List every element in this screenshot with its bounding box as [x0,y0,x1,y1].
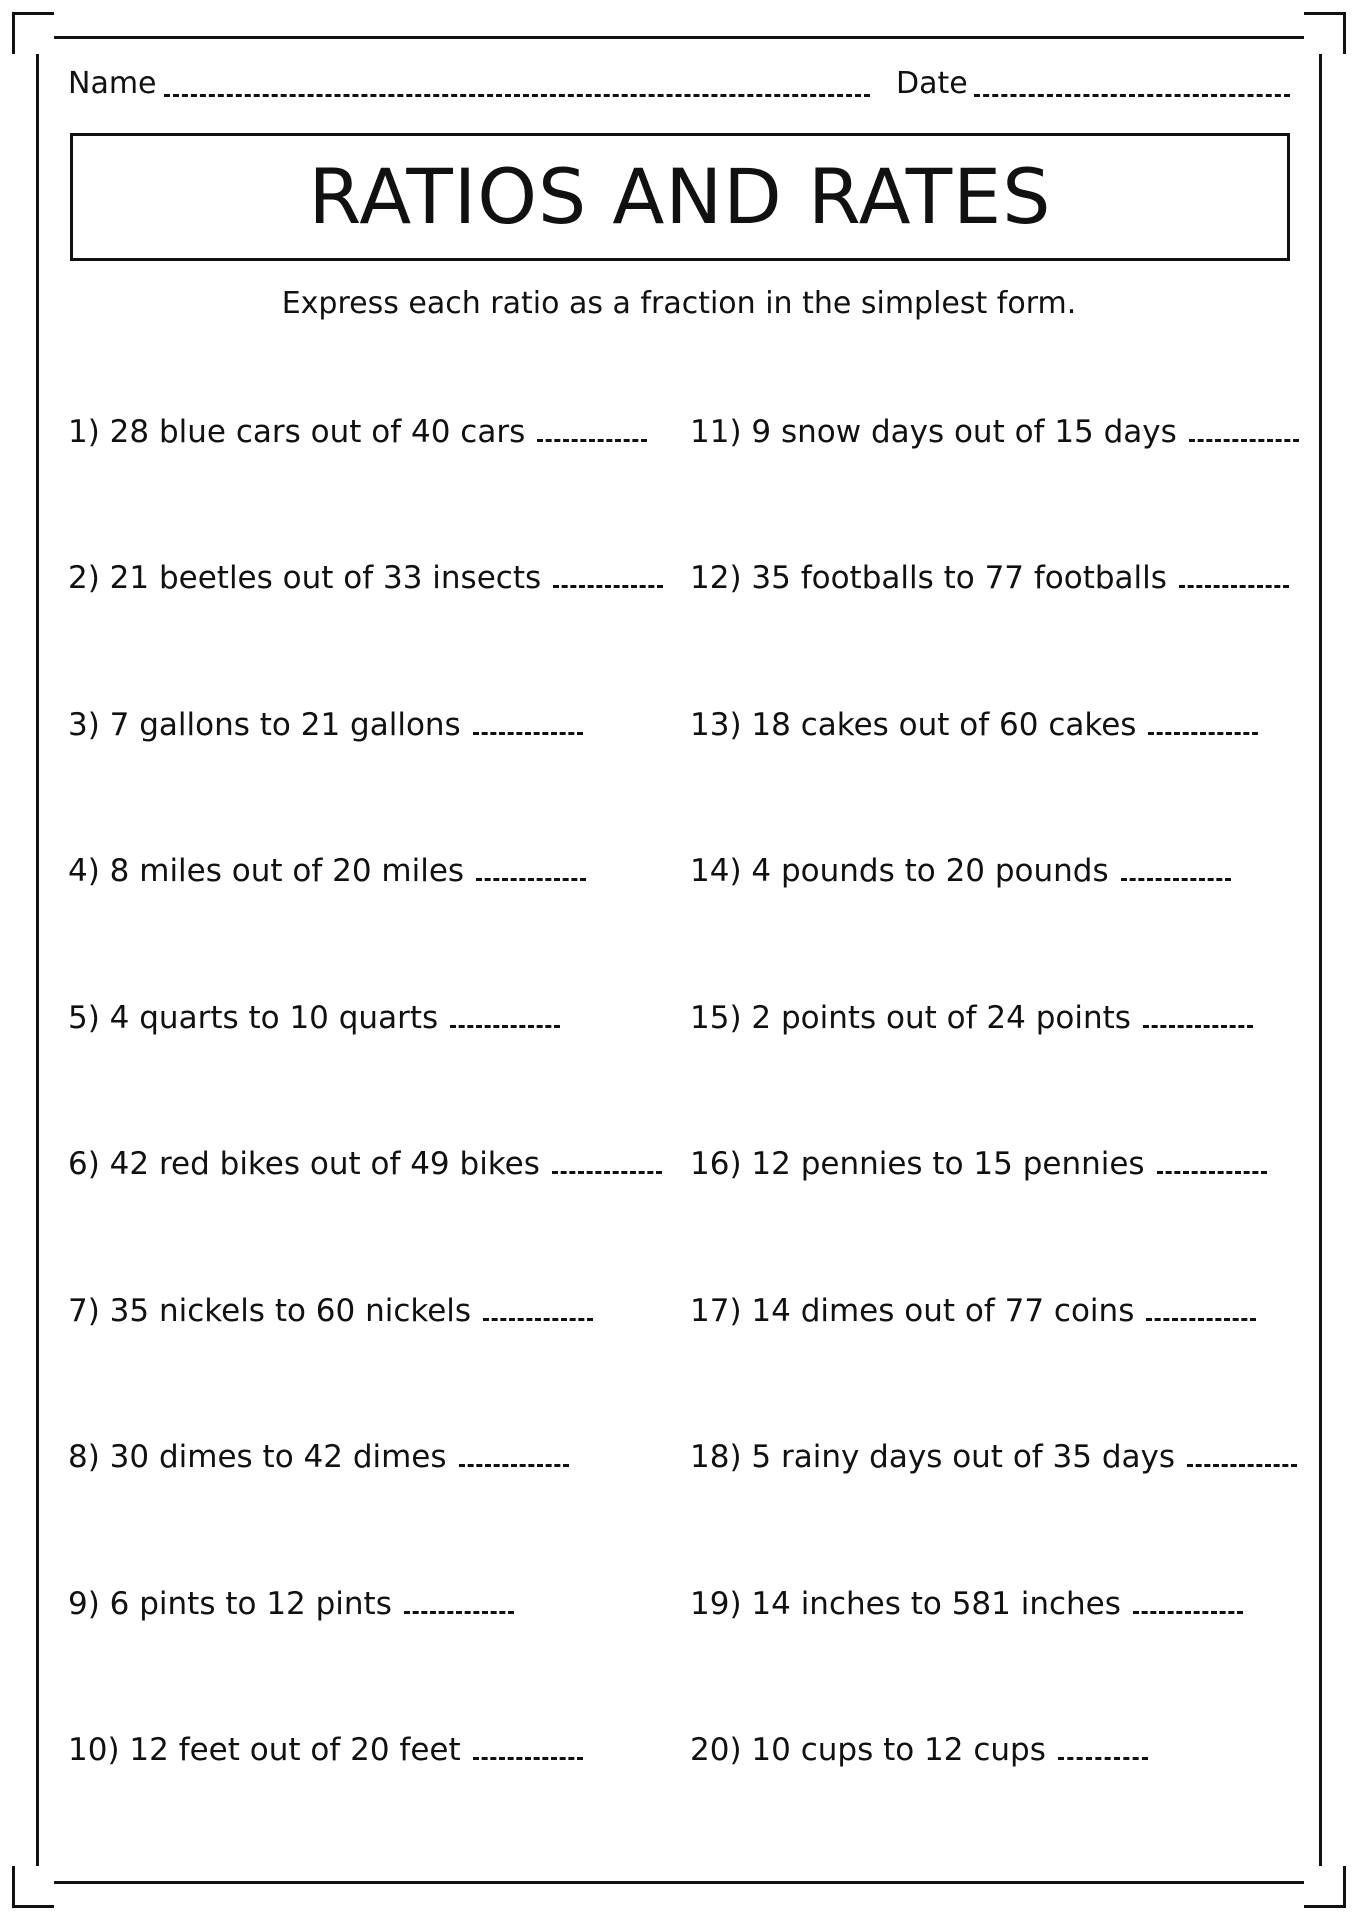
question-17 [690,1289,1256,1333]
question-16 [690,1142,1267,1186]
question-text: 18) 5 rainy days out of 35 days [690,1439,1176,1475]
question-text: 7) 35 nickels to 60 nickels [68,1293,472,1329]
question-text: 1) 28 blue cars out of 40 cars [68,414,526,450]
question-text: 14) 4 pounds to 20 pounds [690,853,1109,889]
question-15 [690,996,1253,1040]
answer-blank[interactable] [473,1733,583,1760]
question-text: 11) 9 snow days out of 15 days [690,414,1177,450]
answer-blank[interactable] [473,708,583,735]
question-text: 9) 6 pints to 12 pints [68,1586,392,1622]
corner-ornament-bottom-left [12,1866,54,1908]
answer-blank[interactable] [1121,854,1231,881]
question-text: 10) 12 feet out of 20 feet [68,1732,461,1768]
question-19 [690,1582,1243,1626]
question-text: 3) 7 gallons to 21 gallons [68,707,461,743]
corner-ornament-top-left [12,12,54,54]
question-14 [690,849,1231,893]
answer-blank[interactable] [1157,1147,1267,1174]
corner-ornament-bottom-right [1304,1866,1346,1908]
question-text: 5) 4 quarts to 10 quarts [68,1000,439,1036]
answer-blank[interactable] [476,854,586,881]
question-text: 6) 42 red bikes out of 49 bikes [68,1146,540,1182]
date-label: Date [896,66,968,101]
worksheet-title: RATIOS AND RATES [70,133,1290,261]
name-label: Name [68,66,157,101]
question-text: 2) 21 beetles out of 33 insects [68,560,542,596]
question-text: 19) 14 inches to 581 inches [690,1586,1121,1622]
answer-blank[interactable] [553,561,663,588]
question-13 [690,703,1258,747]
question-text: 15) 2 points out of 24 points [690,1000,1131,1036]
question-7 [68,1289,593,1333]
question-11 [690,410,1299,454]
answer-blank[interactable] [404,1587,514,1614]
answer-blank[interactable] [1058,1733,1148,1760]
question-text: 4) 8 miles out of 20 miles [68,853,465,889]
answer-blank[interactable] [459,1440,569,1467]
question-9 [68,1582,514,1626]
question-18 [690,1435,1297,1479]
question-12 [690,556,1289,600]
question-1 [68,410,647,454]
answer-blank[interactable] [1179,561,1289,588]
question-20 [690,1728,1148,1772]
question-4 [68,849,586,893]
question-3 [68,703,583,747]
instructions: Express each ratio as a fraction in the simplest form. [281,286,1077,321]
name-field[interactable] [164,94,870,97]
question-text: 8) 30 dimes to 42 dimes [68,1439,447,1475]
question-text: 13) 18 cakes out of 60 cakes [690,707,1137,743]
question-5 [68,996,560,1040]
question-10 [68,1728,583,1772]
answer-blank[interactable] [537,415,647,442]
question-2 [68,556,663,600]
question-text: 12) 35 footballs to 77 footballs [690,560,1167,596]
answer-blank[interactable] [1133,1587,1243,1614]
answer-blank[interactable] [450,1001,560,1028]
date-field[interactable] [974,94,1290,97]
answer-blank[interactable] [1146,1294,1256,1321]
question-text: 16) 12 pennies to 15 pennies [690,1146,1145,1182]
corner-ornament-top-right [1304,12,1346,54]
question-8 [68,1435,569,1479]
answer-blank[interactable] [1148,708,1258,735]
question-6 [68,1142,662,1186]
question-text: 20) 10 cups to 12 cups [690,1732,1046,1768]
header-row [68,62,1290,106]
answer-blank[interactable] [552,1147,662,1174]
answer-blank[interactable] [1187,1440,1297,1467]
answer-blank[interactable] [1143,1001,1253,1028]
answer-blank[interactable] [483,1294,593,1321]
answer-blank[interactable] [1189,415,1299,442]
question-text: 17) 14 dimes out of 77 coins [690,1293,1135,1329]
